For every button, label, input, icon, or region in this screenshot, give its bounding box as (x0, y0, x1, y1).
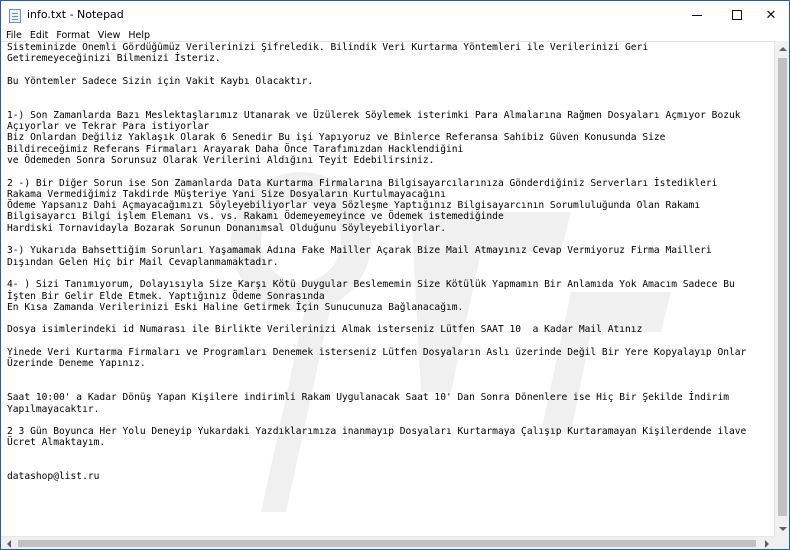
text-line: Saat 10:00' a Kadar Dönüş Yapan Kişilere indirimli Rakam Uygulanacak Saat 10' Dan Sonra Dönenlere ise Hiç Bir Şekilde İndirim (7, 392, 729, 404)
text-line: Hardiski Tornavidayla Bozarak Sorunun Donanımsal Olduğunu Söyleyebiliyorlar. (7, 222, 446, 234)
text-line: Getiremeyeceğinizi Bilmenizi İsteriz. (7, 53, 221, 65)
notepad-app-icon (9, 9, 21, 23)
scroll-up-button[interactable] (775, 41, 790, 56)
vertical-scrollbar[interactable] (774, 41, 789, 536)
title-bar[interactable] (1, 1, 789, 29)
document-text[interactable] (7, 42, 774, 483)
text-line: 4- ) Sizi Tanımıyorum, Dolayısıyla Size Karşı Kötü Duygular Beslememin Size Kötülük Yapmamın Bir Anlamıda Yok Amacım Sadece Bu (7, 279, 735, 291)
close-button[interactable] (753, 1, 789, 29)
text-line: Dosya isimlerindeki id Numarası ile Birlikte Verilerinizi Almak isterseniz Lütfen SAAT 10 a Kadar Mail Atınız (7, 324, 643, 336)
text-line: 1-) Son Zamanlarda Bazı Meslektaşlarımız Utanarak ve Üzülerek Söylemek isterimki Para Almalarına Rağmen Dosyaları Açmıyor Bozuk (7, 109, 741, 121)
minimize-button[interactable] (677, 1, 717, 29)
text-line: 2 3 Gün Boyunca Her Yolu Deneyip Yukardaki Yazdıklarımıza inanmayıp Dosyaları Kurtarmaya Çalışıp Kurtaramayan Kişilerdende ilave (7, 426, 747, 438)
text-line: Üzerinde Deneme Yapınız. (7, 358, 146, 370)
text-line: Yapılmayacaktır. (7, 403, 100, 415)
text-line: En Kısa Zamanda Verilerinizi Eski Haline Getirmek İçin Sunucunuza Bağlanacağım. (7, 301, 464, 313)
text-line (7, 336, 774, 347)
menu-format[interactable]: Format (56, 29, 90, 41)
scrollbar-corner (774, 536, 789, 549)
text-line: Biz Onlardan Değiliz Yaklaşık Olarak 6 Senedir Bu işi Yapıyoruz ve Binlerce Referansa Sahibiz Güven Konusunda Size (7, 132, 666, 144)
menu-view[interactable]: View (97, 29, 121, 41)
chevron-left-icon (7, 540, 11, 548)
text-line: Ödeme Yapsanız Dahi Açmayacağımızı Söyleyebiliyorlar veya Sözleşme Yaptığınız Bilgisayarcının Sorumluluğunda Olan Rakamı (7, 200, 701, 212)
text-line: ve Ödemeden Sonra Sorunsuz Olarak Verilerini Aldığını Teyit Edebilirsiniz. (7, 154, 435, 166)
horizontal-scrollbar[interactable] (1, 536, 774, 549)
menu-edit[interactable]: Edit (29, 29, 49, 41)
text-line (7, 87, 774, 98)
text-line: Bu Yöntemler Sadece Sizin için Vakit Kaybı Olacaktır. (7, 75, 314, 87)
text-line (7, 415, 774, 426)
window-title: info.txt - Notepad (27, 8, 124, 21)
text-line: Sisteminizde Önemli Gördüğümüz Verilerinizi Şifreledik. Bilindik Veri Kurtarma Yöntemleri ile Verilerinizi Geri (7, 42, 649, 53)
text-line (7, 234, 774, 245)
minimize-icon (692, 15, 702, 16)
chevron-up-icon (779, 47, 787, 51)
text-line (7, 449, 774, 460)
text-line: Ücret Almaktayım. (7, 437, 106, 449)
horizontal-scroll-thumb[interactable] (18, 540, 756, 547)
close-icon: ✕ (765, 7, 777, 23)
text-line: Dışından Gelen Hiç bir Mail Cevaplanmamaktadır. (7, 256, 279, 268)
text-line: 2 -) Bir Diğer Sorun ise Son Zamanlarda Data Kurtarma Firmalarına Bilgisayarcılarınıza Gönderdiğiniz Serverları İstedikleri (7, 177, 718, 189)
maximize-icon (732, 10, 742, 20)
text-line: Bilgisayarcı Bilgi işlem Elemanı vs. vs. Rakamı Ödemeyemeyince ve Ödemek istemediğinde (7, 211, 504, 223)
text-line (7, 370, 774, 381)
scroll-left-button[interactable] (1, 537, 16, 550)
text-line: Açıyorlar ve Tekrar Para istiyorlar (7, 121, 210, 133)
scroll-right-button[interactable] (759, 537, 774, 550)
maximize-button[interactable] (717, 1, 757, 29)
text-line (7, 460, 774, 471)
text-line: Yinede Veri Kurtarma Firmaları ve Programları Denemek isterseniz Lütfen Dosyaların Aslı üzerinde Değil Bir Yere Kopyalayıp Onlar (7, 347, 747, 359)
text-line (7, 381, 774, 392)
text-line (7, 268, 774, 279)
scroll-down-button[interactable] (775, 521, 790, 536)
text-editor[interactable] (1, 41, 774, 536)
vertical-scroll-thumb[interactable] (778, 58, 787, 516)
text-line: datashop@list.ru (7, 471, 100, 483)
text-line (7, 166, 774, 177)
chevron-right-icon (765, 540, 769, 548)
menu-file[interactable]: File (6, 29, 22, 41)
menu-help[interactable]: Help (128, 29, 151, 41)
text-line: 3-) Yukarıda Bahsettiğim Sorunları Yaşamamak Adına Fake Mailler Açarak Bize Mail Atmayınız Cevap Vermiyoruz Firma Mailleri (7, 245, 712, 257)
text-line (7, 313, 774, 324)
menu-bar (1, 29, 789, 41)
text-line: Bildireceğimiz Referans Firmaları Arayarak Daha Önce Tarafımızdan Hacklendiğini (7, 143, 464, 155)
chevron-down-icon (779, 527, 787, 531)
text-line: Rakama Vermediğimiz Takdirde Müşteriye Yani Size Dosyaların Kurtulmayacağını (7, 188, 446, 200)
text-line: İşten Bir Gelir Elde Etmek. Yaptığınız Ödeme Sonrasında (7, 290, 325, 302)
text-line (7, 98, 774, 109)
text-line (7, 65, 774, 76)
